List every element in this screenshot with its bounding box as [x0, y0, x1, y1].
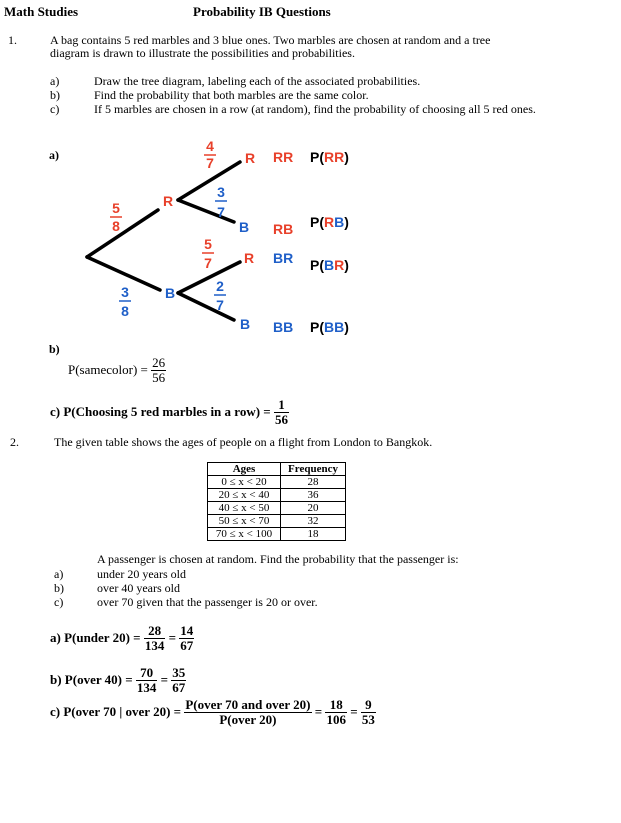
table-cell: 20 ≤ x < 40 [208, 489, 281, 502]
frac-den: 134 [136, 679, 157, 695]
p-open: P( [310, 257, 324, 273]
table-row [208, 515, 346, 528]
q1-part-label: b) [50, 88, 60, 102]
table-cell: 36 [281, 489, 346, 502]
table-header: Ages [208, 463, 281, 476]
table-cell: 32 [281, 515, 346, 528]
q1-number: 1. [8, 33, 17, 47]
prob-RR-den: 7 [206, 155, 214, 171]
frac-num: 9 [361, 698, 376, 713]
frac-den: 67 [172, 679, 186, 695]
node-first-R: R [162, 193, 174, 209]
frac-num: 14 [180, 623, 194, 638]
q1-text-line1: A bag contains 5 red marbles and 3 blue ones. Two marbles are chosen at random and a tree [50, 33, 491, 47]
prob-BR-den: 7 [204, 255, 212, 271]
frac-num: 18 [325, 698, 347, 713]
table-row [208, 476, 346, 489]
frac-num: 70 [136, 666, 158, 681]
answer-lhs: b) P(over 40) = [50, 672, 133, 688]
q2-answer-a [50, 624, 194, 652]
table-cell: 20 [281, 502, 346, 515]
q2-part-text: over 40 years old [97, 581, 180, 595]
q2-part-label: b) [54, 581, 64, 595]
q2-number: 2. [10, 435, 19, 449]
answer-b-label: b) [49, 342, 60, 356]
p-inner: R [334, 257, 345, 273]
outcome-RR: RR [273, 149, 294, 165]
p-close: ) [344, 257, 349, 273]
frac-num: 28 [144, 624, 166, 639]
answer-b-lhs: P(samecolor) = [68, 362, 148, 378]
frac-num: 35 [172, 665, 186, 680]
p-inner: BB [324, 319, 345, 335]
frac-num: P(over 70 and over 20) [185, 697, 311, 712]
p-open: P( [310, 319, 324, 335]
table-row [208, 528, 346, 541]
svg-text:P(RR) [310, 149, 349, 165]
table-header: Frequency [281, 463, 346, 476]
q2-intro: A passenger is chosen at random. Find the probability that the passenger is: [97, 552, 459, 566]
answer-b [68, 356, 166, 384]
q1-part-text: Find the probability that both marbles are the same color. [94, 88, 369, 102]
p-inner: R [324, 214, 335, 230]
frac-den: P(over 20) [219, 711, 277, 727]
prob-BB-den: 7 [216, 297, 224, 313]
node-BB: B [239, 316, 251, 332]
prob-RR-num: 4 [206, 138, 214, 154]
ages-table-wrapper [207, 462, 346, 541]
p-inner: B [334, 214, 345, 230]
branch-BB [178, 293, 234, 320]
outcome-BB: BB [273, 319, 294, 335]
outcome-RB: RB [273, 221, 294, 237]
q2-part-text: under 20 years old [97, 567, 186, 581]
node-RB: B [238, 219, 250, 235]
svg-text:P(BR) [310, 257, 349, 273]
outcome-BR: BR [273, 250, 294, 266]
frac-den: 106 [326, 711, 346, 727]
equals-sign: = [314, 704, 323, 720]
header-subject: Math Studies [4, 4, 79, 19]
node-RR: R [244, 150, 256, 166]
q2-part-text: over 70 given that the passenger is 20 or over. [97, 595, 318, 609]
table-cell: 40 ≤ x < 50 [208, 502, 281, 515]
svg-text:P(BB) [310, 319, 349, 335]
p-open: P( [310, 214, 324, 230]
prob-first-red-den: 8 [112, 218, 120, 234]
equals-sign: = [160, 672, 169, 688]
answer-c-lhs: c) P(Choosing 5 red marbles in a row) = [50, 404, 271, 420]
q1-part-label: a) [50, 74, 60, 88]
answer-a-label: a) [49, 148, 59, 162]
prob-first-blue-den: 8 [121, 303, 129, 319]
prob-first-red-num: 5 [112, 200, 120, 216]
equals-sign: = [350, 704, 358, 720]
q1-part-text: If 5 marbles are chosen in a row (at random), find the probability of choosing all 5 red ones. [94, 102, 536, 116]
prob-first-blue-num: 3 [121, 284, 129, 300]
frac-den: 56 [274, 411, 288, 427]
branch-RB [178, 200, 234, 222]
frac-den: 67 [180, 637, 194, 653]
answer-c [50, 398, 289, 426]
table-cell: 18 [281, 528, 346, 541]
tree-diagram [0, 0, 621, 345]
table-cell: 0 ≤ x < 20 [208, 476, 281, 489]
frac-den: 56 [152, 369, 166, 385]
p-inner: RR [324, 149, 345, 165]
table-row [208, 502, 346, 515]
svg-text:P(RB) [310, 214, 349, 230]
q2-answer-b [50, 666, 186, 694]
table-cell: 50 ≤ x < 70 [208, 515, 281, 528]
p-close: ) [344, 214, 349, 230]
page-title: Probability IB Questions [193, 4, 331, 19]
answer-lhs: a) P(under 20) = [50, 630, 141, 646]
q1-text-line2: diagram is drawn to illustrate the possibilities and probabilities. [50, 46, 355, 60]
prob-RB-num: 3 [217, 184, 225, 200]
q2-part-label: c) [54, 595, 64, 609]
node-BR: R [243, 250, 255, 266]
q2-part-label: a) [54, 567, 64, 581]
p-inner: B [324, 257, 335, 273]
q2-text: The given table shows the ages of people on a flight from London to Bangkok. [54, 435, 433, 449]
table-row [208, 489, 346, 502]
table-cell: 28 [281, 476, 346, 489]
prob-RB-den: 7 [217, 204, 225, 220]
frac-den: 53 [361, 711, 375, 727]
answer-lhs: c) P(over 70 | over 20) = [50, 704, 182, 720]
prob-BR-num: 5 [204, 236, 212, 252]
node-first-B: B [164, 285, 176, 301]
ages-table [207, 462, 346, 541]
equals-sign: = [168, 630, 177, 646]
p-close: ) [344, 319, 349, 335]
p-close: ) [344, 149, 349, 165]
q2-answer-c [50, 698, 376, 726]
branch-first-red [87, 210, 158, 257]
frac-num: 1 [274, 398, 289, 413]
table-cell: 70 ≤ x < 100 [208, 528, 281, 541]
q1-part-label: c) [50, 102, 60, 116]
q1-part-text: Draw the tree diagram, labeling each of the associated probabilities. [94, 74, 421, 88]
frac-den: 134 [144, 637, 165, 653]
prob-BB-num: 2 [216, 278, 224, 294]
p-open: P( [310, 149, 324, 165]
frac-num: 26 [152, 355, 166, 370]
